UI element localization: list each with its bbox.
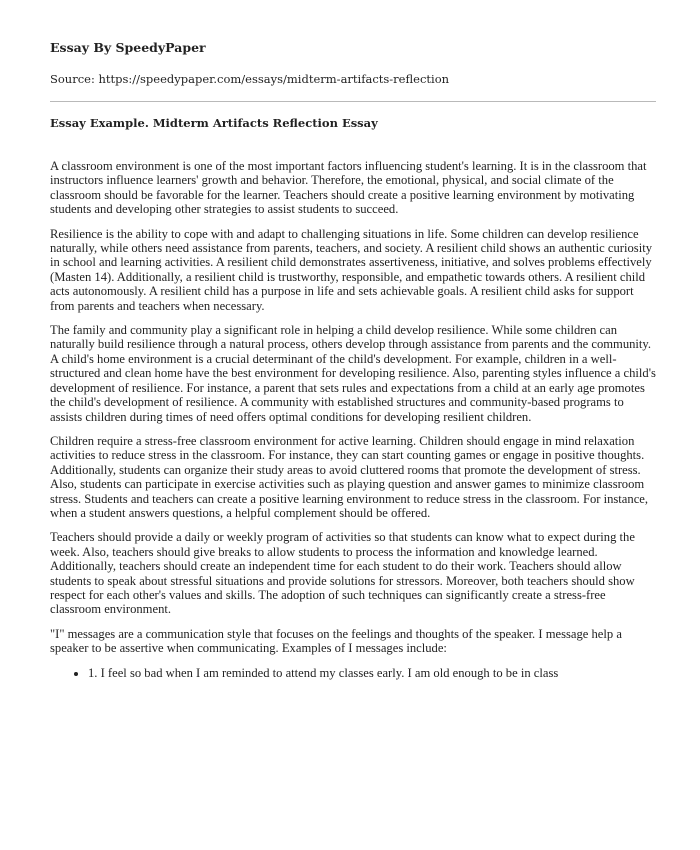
source-line: Source: https://speedypaper.com/essays/midterm-artifacts-reflection — [50, 72, 450, 86]
paragraph-2: Resilience is the ability to cope with and adapt to challenging situations in life. Some children can develop resilience naturally, while others need assistance from parents, teachers, and society. A resilient child shows an authentic curiosity in school and learning activities. A resilient child demonstrates assertiveness, initiative, and solves problems effectively (Masten 14). Additionally, a resilient child is trustworthy, responsible, and empathetic towards others. A resilient child acts autonomously. A resilient child has a purpose in life and sets achievable goals. A resilient child asks for support from parents and teachers when necessary. — [50, 226, 652, 313]
paragraph-3: The family and community play a significant role in helping a child develop resilience. While some children can naturally build resilience through a natural process, others develop through assistance from parents and the community. A child's home environment is a crucial determinant of the child's development. For example, children in a well-structured and clean home have the best environment for developing resilience. Also, parenting styles influence a child's development of resilience. For instance, a parent that sets rules and expectations from a child at an early age promotes the child's development of resilience. A community with established structures and community-based programs to assists children during times of need offers optimal conditions for developing resilient children. — [50, 323, 656, 424]
paragraph-5: Teachers should provide a daily or weekly program of activities so that students can know what to expect during the week. Also, teachers should give breaks to allow students to process the information and knowledge learned. Additionally, teachers should create an independent time for each student to do their work. Teachers should allow students to speak about stressful situations and provide solutions for stressors. Moreover, both teachers should show respect for each other's values and skills. The adoption of such techniques can significantly create a stress-free classroom environment. — [50, 530, 635, 617]
document-page — [50, 40, 656, 680]
paragraph-1: A classroom environment is one of the most important factors influencing student's learning. It is in the classroom that instructors influence learners' growth and behavior. Therefore, the emotional, physical, and social climate of the classroom should be favorable for the learner. Teachers should create a positive learning environment by motivating students and developing other strategies to assist students to succeed. — [50, 159, 647, 217]
essay-title: Essay Example. Midterm Artifacts Reflection Essay — [50, 116, 378, 130]
i-messages-list — [50, 666, 656, 680]
paragraph-4: Children require a stress-free classroom environment for active learning. Children should engage in mind relaxation activities to reduce stress in the classroom. For instance, they can start counting games or engage in positive thoughts. Additionally, students can organize their study areas to avoid cluttered rooms that promote the development of stress. Also, students can participate in exercise activities such as playing question and answer games to minimize classroom stress. Students and teachers can create a positive learning environment to reduce stress in the classroom. For instance, when a student answers questions, a helpful complement should be offered. — [50, 433, 649, 520]
header-divider — [50, 101, 656, 102]
list-item: • 1. I feel so bad when I am reminded to attend my classes early. I am old enough to be in class — [88, 666, 656, 680]
paragraph-6: "I" messages are a communication style that focuses on the feelings and thoughts of the speaker. I message help a speaker to be assertive when communicating. Examples of I messages include: — [50, 626, 622, 656]
document-header-title: Essay By SpeedyPaper — [50, 40, 206, 55]
